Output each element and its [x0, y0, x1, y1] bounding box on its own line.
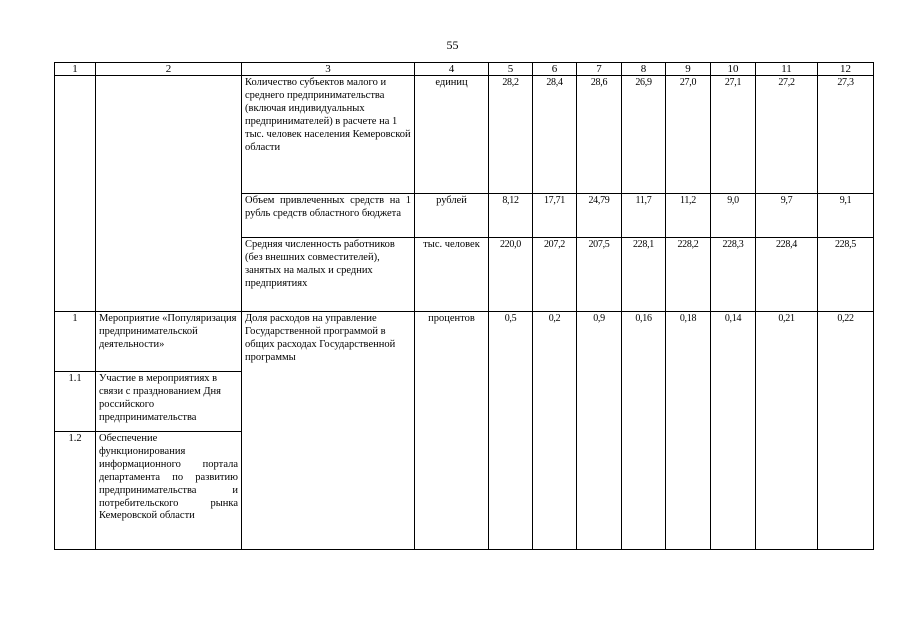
value-cell: 9,0	[711, 194, 756, 238]
value-cell: 28,2	[489, 76, 533, 194]
header-cell: 10	[711, 63, 756, 76]
value-cell: 0,14	[711, 312, 756, 550]
header-cell: 7	[577, 63, 622, 76]
indicator-cell: Количество субъектов малого и среднего предпринимательства (включая индивидуальных предпринимателей) в расчете на 1 тыс. человек населения Кемеровской области	[242, 76, 415, 194]
value-cell: 0,21	[756, 312, 818, 550]
unit-cell: тыс. человек	[415, 238, 489, 312]
header-cell: 6	[533, 63, 577, 76]
value-cell: 207,5	[577, 238, 622, 312]
unit-cell: рублей	[415, 194, 489, 238]
value-cell: 27,3	[818, 76, 874, 194]
value-cell: 9,7	[756, 194, 818, 238]
value-cell: 28,4	[533, 76, 577, 194]
unit-cell: процентов	[415, 312, 489, 550]
indicator-cell: Средняя численность работников (без внешних совместителей), занятых на малых и средних предприятиях	[242, 238, 415, 312]
measure-cell: Участие в мероприятиях в связи с празднованием Дня российского предпринимательства	[96, 372, 242, 432]
value-cell: 207,2	[533, 238, 577, 312]
value-cell: 11,2	[666, 194, 711, 238]
indicator-cell: Доля расходов на управление Государственной программой в общих расходах Государственной программы	[242, 312, 415, 550]
value-cell: 228,3	[711, 238, 756, 312]
number-cell	[55, 76, 96, 312]
number-cell: 1.1	[55, 372, 96, 432]
value-cell: 27,1	[711, 76, 756, 194]
value-cell: 26,9	[622, 76, 666, 194]
header-row	[55, 63, 874, 76]
value-cell: 11,7	[622, 194, 666, 238]
value-cell: 0,2	[533, 312, 577, 550]
value-cell: 228,4	[756, 238, 818, 312]
value-cell: 0,22	[818, 312, 874, 550]
table-row	[55, 76, 874, 194]
header-cell: 4	[415, 63, 489, 76]
value-cell: 228,1	[622, 238, 666, 312]
value-cell: 27,0	[666, 76, 711, 194]
value-cell: 24,79	[577, 194, 622, 238]
header-cell: 5	[489, 63, 533, 76]
value-cell: 17,71	[533, 194, 577, 238]
value-cell: 220,0	[489, 238, 533, 312]
header-cell: 1	[55, 63, 96, 76]
header-cell: 12	[818, 63, 874, 76]
measure-cell	[96, 76, 242, 312]
number-cell: 1	[55, 312, 96, 372]
header-cell: 3	[242, 63, 415, 76]
measure-cell: Обеспечение функционирования информационного портала департамента по развитию предпринимательства и потребительского рынка Кемеровской области	[96, 432, 242, 550]
header-cell: 9	[666, 63, 711, 76]
value-cell: 0,16	[622, 312, 666, 550]
value-cell: 8,12	[489, 194, 533, 238]
indicators-table	[54, 62, 874, 550]
value-cell: 228,2	[666, 238, 711, 312]
value-cell: 0,9	[577, 312, 622, 550]
header-cell: 8	[622, 63, 666, 76]
indicator-cell: Объем привлеченных средств на 1 рубль средств областного бюджета	[242, 194, 415, 238]
number-cell: 1.2	[55, 432, 96, 550]
header-cell: 11	[756, 63, 818, 76]
value-cell: 27,2	[756, 76, 818, 194]
unit-cell: единиц	[415, 76, 489, 194]
value-cell: 0,18	[666, 312, 711, 550]
header-cell: 2	[96, 63, 242, 76]
measure-cell: Мероприятие «Популяризация предпринимательской деятельности»	[96, 312, 242, 372]
value-cell: 0,5	[489, 312, 533, 550]
value-cell: 28,6	[577, 76, 622, 194]
value-cell: 228,5	[818, 238, 874, 312]
value-cell: 9,1	[818, 194, 874, 238]
table-row	[55, 312, 874, 372]
page-number: 55	[446, 38, 459, 52]
